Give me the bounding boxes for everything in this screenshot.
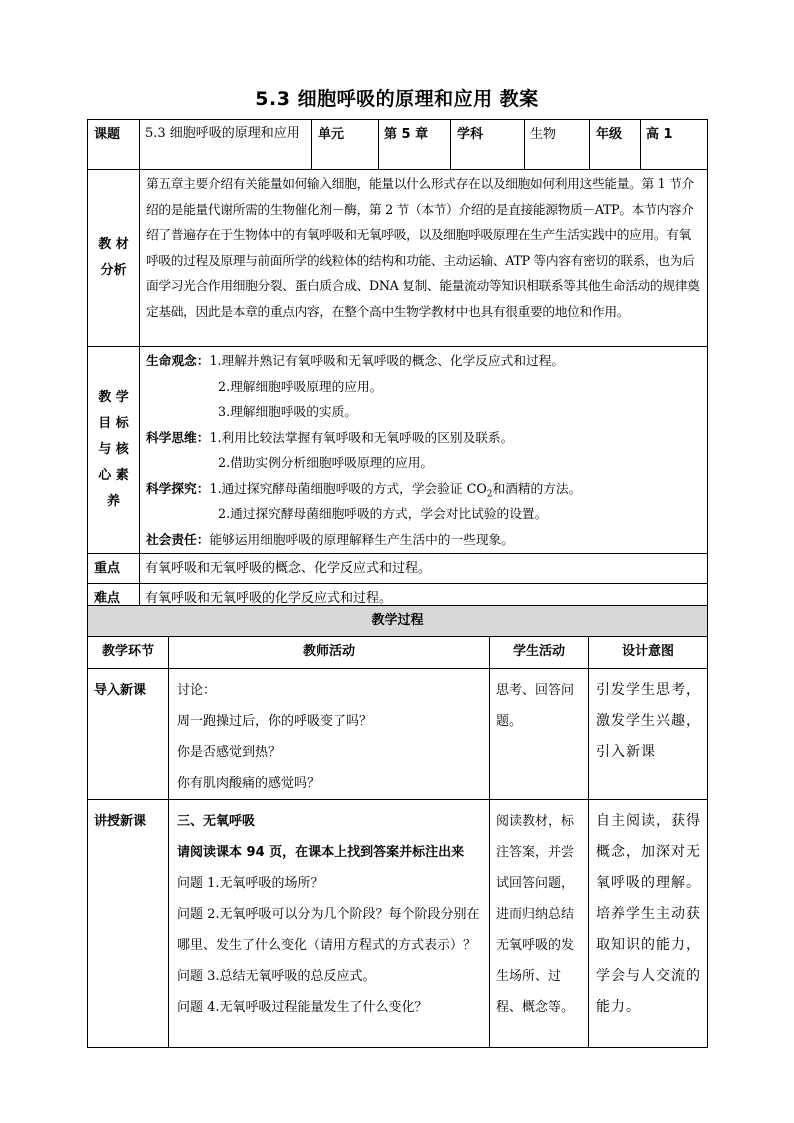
difficulty-text: 有氧呼吸和无氧呼吸的化学反应式和过程。 [140,584,708,614]
process-heading: 教学过程 [88,606,708,637]
intro-teacher-line: 你有肌肉酸痛的感觉吗？ [177,776,321,791]
key-point-text: 有氧呼吸和无氧呼吸的概念、化学反应式和过程。 [140,554,708,584]
page-title: 5.3 细胞呼吸的原理和应用 教案 [255,88,539,110]
col-teacher: 教师活动 [169,637,490,669]
lecture-student: 阅读教材，标注答案，并尝试回答问题，进而归纳总结无氧呼吸的发生场所、过程、概念等。 [490,800,589,1048]
intro-teacher [169,669,490,800]
social-goal-1: 能够运用细胞呼吸的原理解释生产生活中的一些现象。 [209,531,514,547]
explore-goal-1b: 和酒精的方法。 [492,480,582,496]
intro-student: 思考、回答问题。 [490,669,589,800]
lecture-teacher [169,800,490,1048]
intro-stage: 导入新课 [88,669,169,800]
grade-label: 年级 [590,120,641,170]
life-goal-1: 1.理解并熟记有氧呼吸和无氧呼吸的概念、化学反应式和过程。 [209,353,565,368]
explore-goal-1a: 1.通过探究酵母菌细胞呼吸的方式，学会验证 CO [209,480,487,496]
intro-design: 引发学生思考，激发学生兴趣，引入新课 [589,669,708,800]
life-goal-2: 2.理解细胞呼吸原理的应用。 [218,378,383,394]
subject-value: 生物 [525,120,590,170]
goals-label: 教 学 目 标 与 核 心 素 养 [88,347,140,554]
col-student: 学生活动 [490,637,589,669]
lecture-teacher-heading: 三、无氧呼吸 [177,814,256,829]
key-point-label: 重点 [88,554,140,584]
lecture-stage: 讲授新课 [88,800,169,1048]
lecture-question-2: 问题 2.无氧呼吸可以分为几个阶段？每个阶段分别在哪里、发生了什么变化（请用方程式的方式表示）？ [177,907,480,953]
think-goal-1: 1.利用比较法掌握有氧呼吸和无氧呼吸的区别及联系。 [209,429,514,445]
goals-content [140,347,708,554]
grade-value: 高 1 [641,120,708,170]
lecture-design: 自主阅读，获得概念，加深对无氧呼吸的理解。培养学生主动获取知识的能力，学会与人交流的能力。 [589,800,708,1048]
social-label: 社会责任： [146,531,210,547]
analysis-text: 第五章主要介绍有关能量如何输入细胞，能量以什么形式存在以及细胞如何利用这些能量。第 1 节介绍的是能量代谢所需的生物催化剂－酶，第 2 节（本节）介绍的是直接能源物质－ATP。本节内容介绍了普遍存在于生物体中的有氧呼吸和无氧呼吸，以及细胞呼吸原理在生产生活实践中的应用。有氧呼吸的过程及原理与前面所学的线粒体的结构和功能、主动运输、ATP 等内容有密切的联系，也为后面学习光合作用细胞分裂、蛋白质合成、DNA 复制、能量流动等知识相联系等其他生命活动的规律奠定基础，因此是本章的重点内容，在整个高中生物学教材中也具有很重要的地位和作用。 [140,170,708,347]
col-design: 设计意图 [589,637,708,669]
intro-teacher-line: 周一跑操过后，你的呼吸变了吗？ [177,714,373,729]
lecture-question-1: 问题 1.无氧呼吸的场所？ [177,876,324,891]
lecture-question-3: 问题 3.总结无氧呼吸的总反应式。 [177,969,376,984]
life-label: 生命观念： [146,353,210,368]
unit-value: 第 5 章 [379,120,451,170]
explore-goal-2: 2.通过探究酵母菌细胞呼吸的方式，学会对比试验的设置。 [218,506,548,521]
intro-teacher-line: 你是否感觉到热？ [177,745,282,760]
topic-label: 课题 [88,120,140,170]
topic-value: 5.3 细胞呼吸的原理和应用 [140,120,312,170]
lecture-teacher-instruction: 请阅读课本 94 页，在课本上找到答案并标注出来 [177,845,465,860]
explore-label: 科学探究： [146,480,210,496]
difficulty-label: 难点 [88,584,140,614]
unit-label: 单元 [312,120,379,170]
intro-teacher-line: 讨论： [177,683,217,698]
col-stage: 教学环节 [88,637,169,669]
teaching-process-table [87,605,708,1048]
lesson-info-table [87,119,708,614]
subject-label: 学科 [451,120,525,170]
think-label: 科学思维： [146,429,210,445]
lecture-question-4: 问题 4.无氧呼吸过程能量发生了什么变化？ [177,1000,428,1015]
explore-goal-1-sub: 2 [486,489,493,500]
life-goal-3: 3.理解细胞呼吸的实质。 [218,404,357,419]
analysis-label: 教 材 分析 [88,170,140,347]
think-goal-2: 2.借助实例分析细胞呼吸原理的应用。 [218,455,434,470]
